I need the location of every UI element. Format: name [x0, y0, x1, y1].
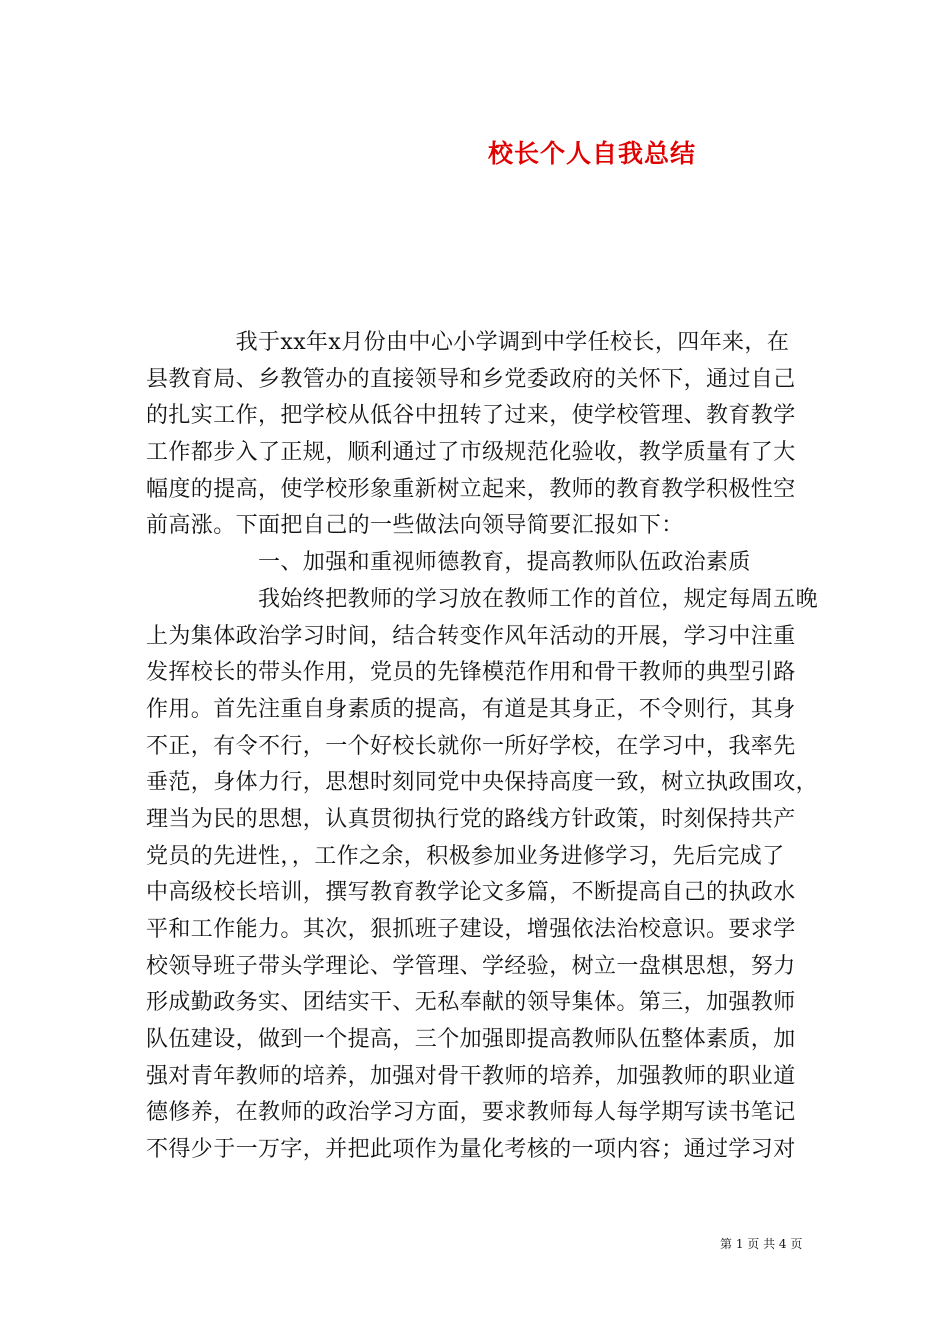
- body-text: [146, 325, 826, 1169]
- text-line: 校领导班子带头学理论、学管理、学经验，树立一盘棋思想，努力: [146, 953, 796, 979]
- text-line: 工作都步入了正规，顺利通过了市级规范化验收，教学质量有了大: [146, 440, 796, 466]
- text-line: 平和工作能力。其次，狠抓班子建设，增强依法治校意识。要求学: [146, 917, 796, 942]
- text-line: 作用。首先注重自身素质的提高，有道是其身正，不令则行，其身: [146, 696, 796, 722]
- text-line: 强对青年教师的培养，加强对骨干教师的培养，加强教师的职业道: [146, 1063, 796, 1089]
- text-line: 县教育局、乡教管办的直接领导和乡党委政府的关怀下，通过自己: [146, 366, 796, 392]
- text-line: 垂范，身体力行，思想时刻同党中央保持高度一致，树立执政围攻，: [146, 770, 819, 796]
- text-line: 我始终把教师的学习放在教师工作的首位，规定每周五晚: [146, 586, 819, 612]
- text-line: 的扎实工作，把学校从低谷中扭转了过来，使学校管理、教育教学: [146, 403, 796, 429]
- text-line: 中高级校长培训，撰写教育教学论文多篇，不断提高自己的执政水: [146, 880, 796, 906]
- text-line: 发挥校长的带头作用，党员的先锋模范作用和骨干教师的典型引路: [146, 660, 796, 686]
- text-line: 前高涨。下面把自己的一些做法向领导简要汇报如下：: [146, 513, 684, 539]
- text-line: 我于xx年x月份由中心小学调到中学任校长，四年来，在: [146, 330, 790, 355]
- text-line: 形成勤政务实、团结实干、无私奉献的领导集体。第三，加强教师: [146, 990, 796, 1016]
- page-footer: 第 1 页 共 4 页: [720, 1237, 803, 1251]
- text-line: 幅度的提高，使学校形象重新树立起来，教师的教育教学积极性空: [146, 476, 796, 502]
- page-title: 校长个人自我总结: [488, 139, 697, 168]
- text-line: 队伍建设，做到一个提高，三个加强即提高教师队伍整体素质，加: [146, 1027, 796, 1053]
- section-heading: 一、加强和重视师德教育，提高教师队伍政治素质: [146, 550, 751, 576]
- text-line: 党员的先进性，，工作之余，积极参加业务进修学习，先后完成了: [146, 843, 785, 869]
- text-line: 不正，有令不行，一个好校长就你一所好学校，在学习中，我率先: [146, 733, 796, 759]
- text-line: 上为集体政治学习时间，结合转变作风年活动的开展，学习中注重: [146, 623, 796, 649]
- text-line: 不得少于一万字，并把此项作为量化考核的一项内容；通过学习对: [146, 1137, 796, 1163]
- text-line: 理当为民的思想，认真贯彻执行党的路线方针政策，时刻保持共产: [146, 806, 796, 832]
- text-line: 德修养，在教师的政治学习方面，要求教师每人每学期写读书笔记: [146, 1100, 796, 1126]
